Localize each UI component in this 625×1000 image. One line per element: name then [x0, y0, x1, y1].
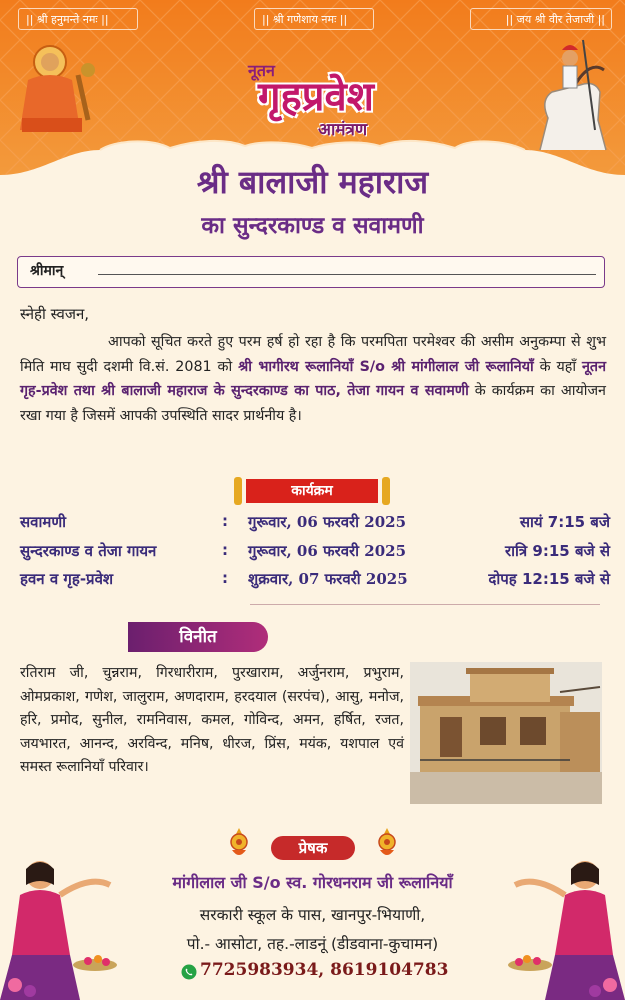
program-title-scroll	[234, 479, 390, 503]
paragraph-part-1: आपको सूचित करते हुए परम हर्ष हो रहा है कि परमपिता परमेश्वर की असीम अनुकम्पा से शुभ मिति माघ सुदी दशमी वि.सं. 2081 को	[20, 334, 606, 375]
main-title: श्री बालाजी महाराज	[196, 163, 429, 201]
program-time: सायं 7:15 बजे	[519, 513, 610, 531]
divider-line	[250, 604, 600, 605]
salutation-center: || श्री गणेशाय नमः ||	[262, 13, 348, 26]
addressee-line	[98, 274, 596, 275]
griha-pravesh-logo	[0, 55, 625, 145]
ganesh-icon	[374, 826, 400, 860]
host-name: श्री भागीरथ रूलानियाँ S/o श्री मांगीलाल जी रूलानियाँ	[238, 358, 534, 375]
ganesh-icon	[226, 826, 252, 860]
greeting: स्नेही स्वजन,	[20, 305, 90, 323]
house-image	[410, 662, 602, 804]
logo-small-text: नूतन	[248, 61, 275, 80]
logo-sub-text: आमंत्रण	[318, 120, 368, 140]
program-row	[20, 569, 610, 591]
scroll-end-left	[234, 477, 242, 505]
program-row	[20, 512, 610, 534]
vinit-badge: विनीत	[128, 622, 268, 652]
salutation-right: || जय श्री वीर तेजाजी ||	[505, 13, 605, 26]
program-title: कार्यक्रम	[246, 479, 378, 503]
program-name: सवामणी	[20, 513, 67, 531]
program-date: गुरूवार, 06 फरवरी 2025	[248, 513, 407, 531]
program-row	[20, 541, 610, 563]
addressee-label: श्रीमान्	[30, 263, 64, 279]
program-colon: :	[222, 512, 228, 530]
logo-main-text: गृहप्रवेश	[258, 73, 374, 120]
whatsapp-icon	[181, 964, 197, 980]
program-date: गुरूवार, 06 फरवरी 2025	[248, 542, 407, 560]
scroll-end-right	[382, 477, 390, 505]
program-time: रात्रि 9:15 बजे से	[505, 542, 610, 560]
preshak-badge: प्रेषक	[271, 836, 355, 860]
sender-address-line1: सरकारी स्कूल के पास, खानपुर-भियाणी,	[199, 906, 426, 924]
addressee-box[interactable]	[17, 256, 605, 288]
sender-name: मांगीलाल जी S/o स्व. गोरधनराम जी रूलानियाँ	[172, 873, 453, 892]
program-date: शुक्रवार, 07 फरवरी 2025	[248, 570, 408, 588]
program-name: सुन्दरकाण्ड व तेजा गायन	[20, 542, 157, 560]
family-names: रतिराम जी, चुन्नराम, गिरधारीराम, पुरखाराम, अर्जुनराम, प्रभुराम, ओमप्रकाश, गणेश, जालुराम, अणदाराम, हरदयाल (सरपंच), आसु, मनोज, हरि, प्रमोद, सुनील, रामनिवास, कमल, गोविन्द, अमन, हर्षित, रजत, जयभारत, आनन्द, अरविन्द, मनिष, धीरज, प्रिंस, मयंक, यशपाल एवं समस्त रूलानियाँ परिवार।	[20, 665, 404, 775]
paragraph-part-3: के कार्यक्रम का आयोजन रखा गया है जिसमें आपकी उपस्थिति सादर प्रार्थनीय है।	[20, 383, 606, 424]
salutation-left: || श्री हनुमन्ते नमः ||	[26, 13, 109, 26]
program-time: दोपह 12:15 बजे से	[488, 570, 610, 588]
phone-numbers[interactable]: 7725983934, 8619104783	[200, 960, 449, 980]
sub-title: का सुन्दरकाण्ड व सवामणी	[201, 212, 424, 239]
program-name: हवन व गृह-प्रवेश	[20, 570, 114, 588]
event-description: नूतन गृह-प्रवेश तथा श्री बालाजी महाराज के सुन्दरकाण्ड का पाठ, तेजा गायन व सवामणी	[20, 358, 607, 399]
program-colon: :	[222, 569, 228, 587]
paragraph-part-2: के यहाँ	[533, 358, 582, 375]
sender-address-line2: पो.- आसोटा, तह.-लाडनूं (डीडवाना-कुचामन)	[186, 935, 439, 953]
contact-phone[interactable]	[200, 960, 448, 984]
program-colon: :	[222, 541, 228, 559]
invitation-paragraph	[20, 330, 606, 428]
